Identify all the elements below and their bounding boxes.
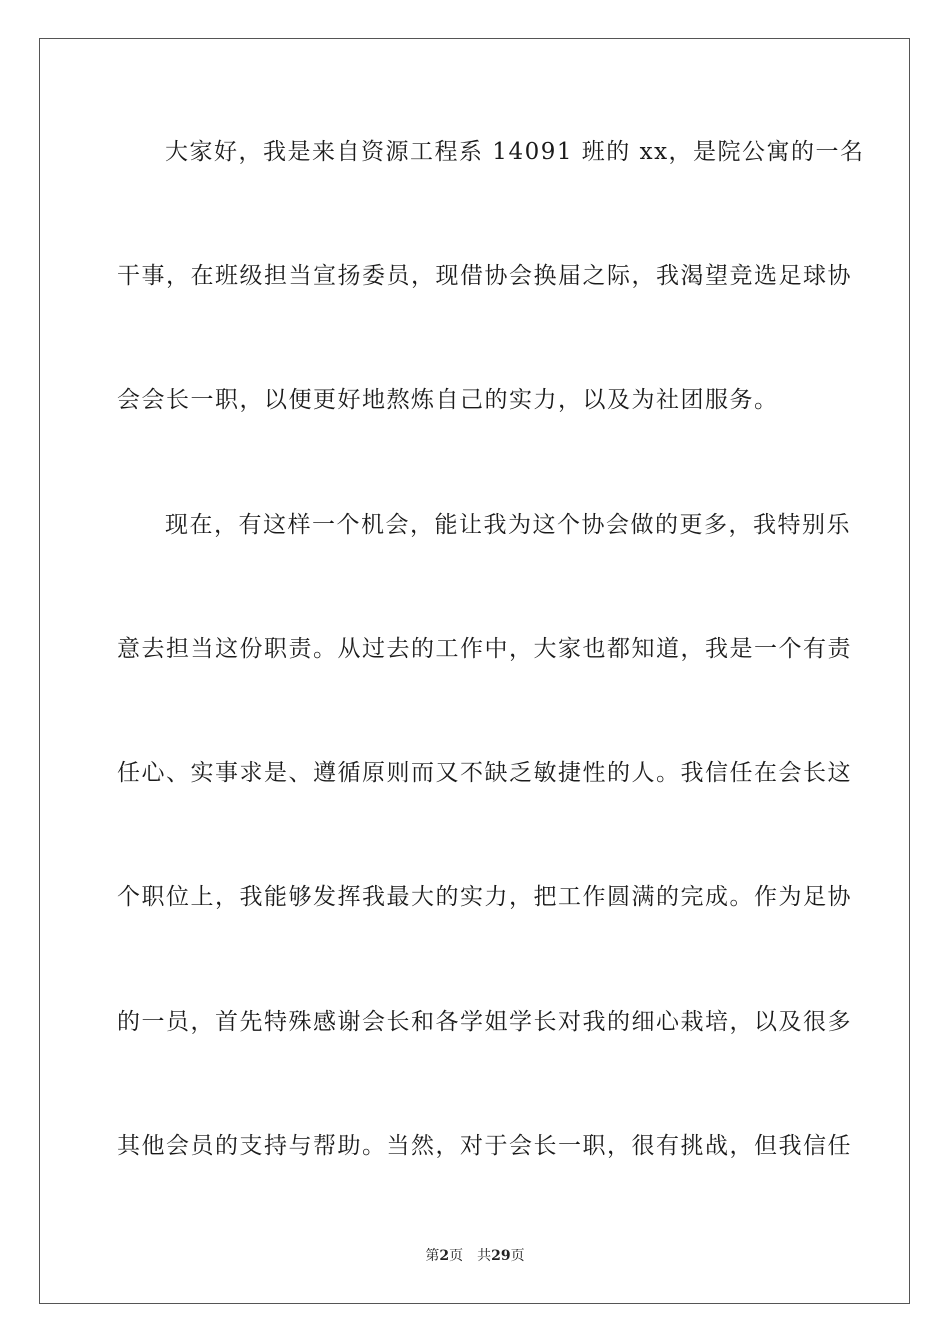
paragraph-1-line-2: 干事，在班级担当宣扬委员，现借协会换届之际，我渴望竞选足球协 xyxy=(117,263,852,289)
paragraph-1-line-3: 会会长一职，以便更好地熬炼自己的实力，以及为社团服务。 xyxy=(117,387,779,413)
page-footer xyxy=(0,1247,950,1265)
page-number-suffix: 页 xyxy=(449,1248,464,1264)
paragraph-2-line-1: 现在，有这样一个机会，能让我为这个协会做的更多，我特别乐 xyxy=(165,512,851,538)
paragraph-2-line-4: 个职位上，我能够发挥我最大的实力，把工作圆满的完成。作为足协 xyxy=(117,884,852,910)
paragraph-2-line-3: 任心、实事求是、遵循原则而又不缺乏敏捷性的人。我信任在会长这 xyxy=(117,760,852,786)
paragraph-2-line-6: 其他会员的支持与帮助。当然，对于会长一职，很有挑战，但我信任 xyxy=(117,1133,852,1159)
paragraph-2-line-2: 意去担当这份职责。从过去的工作中，大家也都知道，我是一个有责 xyxy=(117,636,852,662)
paragraph-2-line-5: 的一员，首先特殊感谢会长和各学姐学长对我的细心栽培，以及很多 xyxy=(117,1009,852,1035)
page-number-prefix: 第 xyxy=(425,1248,440,1264)
total-pages-suffix: 页 xyxy=(510,1248,525,1264)
page-border xyxy=(39,38,910,1304)
total-pages-prefix: 共 xyxy=(477,1248,492,1264)
total-pages: 29 xyxy=(491,1248,511,1264)
paragraph-1-line-1: 大家好，我是来自资源工程系 14091 班的 xx，是院公寓的一名 xyxy=(165,139,865,165)
page-number: 2 xyxy=(439,1248,450,1264)
